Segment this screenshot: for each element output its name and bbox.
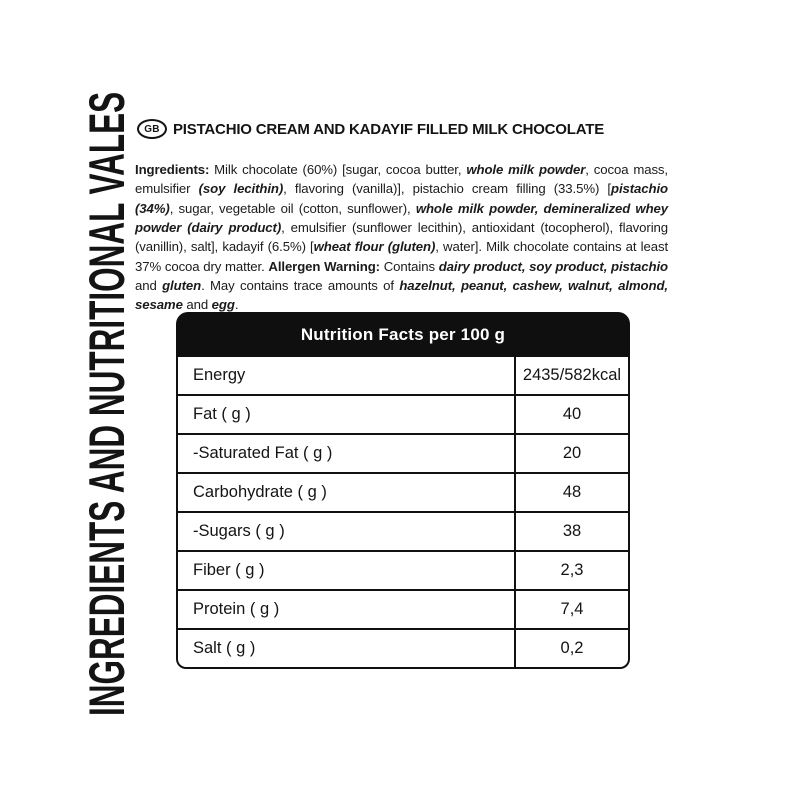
row-value: 40 [514, 396, 628, 433]
table-row-fat [178, 396, 628, 435]
language-gb-badge: GB [137, 119, 167, 139]
row-label: Fiber ( g ) [193, 561, 265, 579]
table-row-carbohydrate [178, 474, 628, 513]
row-label: Carbohydrate ( g ) [193, 483, 327, 501]
nutrition-table-body [176, 357, 630, 669]
product-title: PISTACHIO CREAM AND KADAYIF FILLED MILK CHOCOLATE [173, 120, 605, 138]
row-value: 7,4 [514, 591, 628, 628]
sidebar-vertical-label: INGREDIENTS AND NUTRITIONAL VALES [79, 91, 135, 716]
sidebar-vertical-label-box [79, 84, 135, 716]
row-label: Salt ( g ) [193, 639, 256, 657]
row-label: Protein ( g ) [193, 600, 280, 618]
row-value: 0,2 [514, 630, 628, 667]
table-row-protein [178, 591, 628, 630]
nutrition-table-header: Nutrition Facts per 100 g [176, 312, 630, 357]
ingredients-paragraph: Ingredients: Milk chocolate (60%) [sugar, cocoa butter, whole milk powder, cocoa mass, emulsifier (soy lecithin), flavoring (vanilla)], pistachio cream filling (33.5%) [pistachio (34%), sugar, vegetable oil (cotton, sunflower), whole milk powder, demineralized whey powder (dairy product), emulsifier (sunflower lecithin), antioxidant (tocopherol), flavoring (vanillin), salt], kadayif (6.5%) [wheat flour (gluten), water]. Milk chocolate contains at least 37% cocoa dry matter. Allergen Warning: Contains dairy product, soy product, pistachio and gluten. May contains trace amounts of hazelnut, peanut, cashew, walnut, almond, sesame and egg. [135, 162, 669, 313]
table-row-fiber [178, 552, 628, 591]
row-value: 20 [514, 435, 628, 472]
table-row-salt [178, 630, 628, 667]
table-row-saturated-fat [178, 435, 628, 474]
row-label: Fat ( g ) [193, 405, 251, 423]
row-value: 2435/582kcal [514, 357, 628, 394]
row-value: 48 [514, 474, 628, 511]
table-row-energy [178, 357, 628, 396]
header-row [137, 117, 677, 141]
nutrition-table [176, 312, 630, 669]
table-row-sugars [178, 513, 628, 552]
row-label: -Sugars ( g ) [193, 522, 285, 540]
row-value: 38 [514, 513, 628, 550]
row-label: Energy [193, 366, 246, 384]
row-value: 2,3 [514, 552, 628, 589]
row-label: -Saturated Fat ( g ) [193, 444, 333, 462]
